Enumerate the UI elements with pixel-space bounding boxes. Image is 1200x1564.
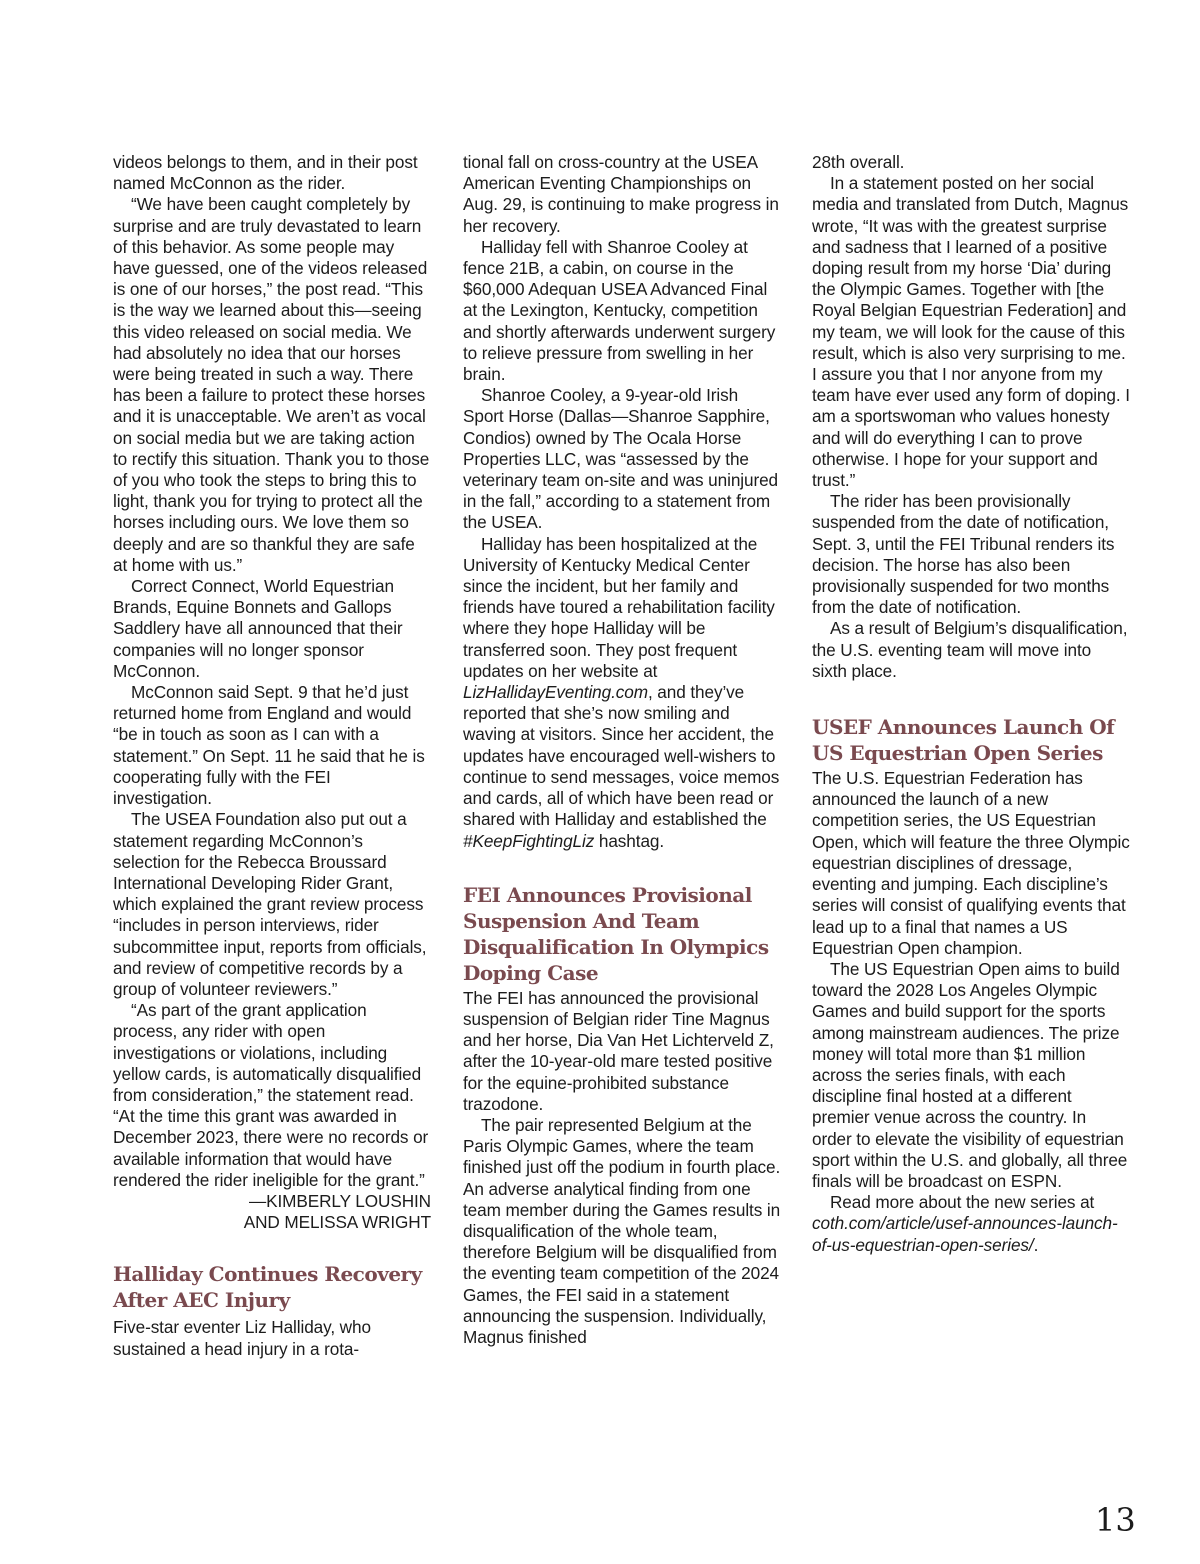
byline [113, 1191, 431, 1233]
text-run: Halliday has been hospitalized at the University of Kentucky Medical Center since the incident, but her family and friends have toured a rehabilitation facility where they hope Halliday will be transferred soon. They post frequent updates on her website at [463, 533, 775, 681]
column-1 [113, 152, 431, 1360]
paragraph: Correct Connect, World Equestrian Brands, Equine Bonnets and Gallops Saddlery have all announced that their companies will no longer sponsor McConnon. [113, 576, 403, 681]
paragraph: The U.S. Equestrian Federation has announced the launch of a new competition series, the US Equestrian Open, which will feature the three Olympic equestrian disciplines of dressage, eventing and jumping. Each discipline’s series will consist of qualifying events that lead up to a final that names a US Equestrian Open champion. [812, 768, 1130, 958]
article-heading-usef: USEF Announces Launch Of US Equestrian Open Series [812, 715, 1115, 766]
paragraph: McConnon said Sept. 9 that he’d just returned home from England and would “be in touch as soon as I can with a statement.” On Sept. 11 he said that he is cooperating fully with the FEI investigation. [113, 682, 425, 809]
text-run: Read more about the new series at [830, 1192, 1095, 1213]
paragraph: In a statement posted on her social media and translated from Dutch, Magnus wrote, “It was with the greatest surprise and sadness that I learned of a positive doping result from my horse ‘Dia’ during the Olympic Games. Together with [the Royal Belgian Equestrian Federation] and my team, we will look for the cause of this result, which is also very surprising to me. I assure you that I nor anyone from my team have ever used any form of doping. I am a sportswoman who values honesty and will do everything I can to prove otherwise. I hope for your support and trust.” [812, 173, 1130, 491]
hashtag: #KeepFightingLiz [463, 830, 595, 851]
paragraph: Halliday fell with Shanroe Cooley at fence 21B, a cabin, on course in the $60,000 Adequan USEA Advanced Final at the Lexington, Kentucky, competition and shortly afterwards underwent surgery to relieve pressure from swelling in her brain. [463, 236, 776, 385]
page-number: 13 [1095, 1501, 1136, 1539]
text-run: , and they’ve reported that she’s now smiling and waving at visitors. Since her accident, the updates have encouraged well-wishers to continue to send messages, voice memos and cards, all of which have been read or shared with Halliday and established the [463, 682, 780, 830]
paragraph: 28th overall. [812, 152, 905, 172]
website-link[interactable]: LizHallidayEventing.com [463, 682, 648, 703]
byline-line-1: —KIMBERLY LOUSHIN [249, 1190, 431, 1211]
paragraph: Shanroe Cooley, a 9-year-old Irish Sport Horse (Dallas—Shanroe Sapphire, Condios) owned by The Ocala Horse Properties LLC, was “assessed by the veterinary team on-site and was uninjured in the fall,” according to a statement from the USEA. [463, 385, 778, 533]
article-link[interactable]: coth.com/article/usef-announces-launch-of-us-equestrian-open-series/ [812, 1213, 1118, 1255]
paragraph: The USEA Foundation also put out a statement regarding McConnon’s selection for the Rebecca Broussard International Developing Rider Grant, which explained the grant review process “includes in person interviews, rider subcommittee input, reports from officials, and review of competitive records by a group of volunteer reviewers.” [113, 809, 427, 999]
paragraph: As a result of Belgium’s disqualification, the U.S. eventing team will move into sixth place. [812, 618, 1128, 681]
byline-line-2: AND MELISSA WRIGHT [243, 1212, 431, 1233]
paragraph [812, 1192, 1130, 1256]
text-run: hashtag. [594, 830, 665, 851]
paragraph: The pair represented Belgium at the Paris Olympic Games, where the team finished just off the podium in fourth place. An adverse analytical finding from one team member during the Games results in disqualification of the whole team, therefore Belgium will be disqualified from the eventing team competition of the 2024 Games, the FEI said in a statement announcing the suspension. Individually, Magnus finished [463, 1114, 781, 1347]
text-run: . [1033, 1234, 1039, 1255]
paragraph: tional fall on cross-country at the USEA American Eventing Championships on Aug. 29, is continuing to make progress in her recovery. [463, 152, 779, 236]
paragraph: “We have been caught completely by surprise and are truly devastated to learn of this behavior. As some people may have guessed, one of the videos released is one of our horses,” the post read. “This is the way we learned about this—seeing this video released on social media. We had absolutely no idea that our horses were being treated in such a way. There has been a failure to protect these horses and it is unacceptable. We aren’t as vocal on social media but we are taking action to rectify this situation. Thank you to those of you who took the steps to bring this to light, thank you for trying to protect all the horses including ours. We love them so deeply and are so thankful they are safe at home with us.” [113, 194, 430, 575]
column-3 [812, 152, 1130, 1256]
article-heading-fei: FEI Announces Provisional Suspension And Team Disqualification In Olympics Doping Case [463, 882, 769, 985]
paragraph: videos belongs to them, and in their post named McConnon as the rider. [113, 152, 418, 194]
paragraph: “As part of the grant application process, any rider with open investigations or violations, including yellow cards, is automatically disqualified from consideration,” the statement read. “At the time this grant was awarded in December 2023, there were no records or available information that would have rendered the rider ineligible for the grant.” [113, 1000, 429, 1190]
paragraph: The FEI has announced the provisional suspension of Belgian rider Tine Magnus and her horse, Dia Van Het Lichterveld Z, after the 10-year-old mare tested positive for the equine-prohibited substance trazodone. [463, 987, 774, 1114]
paragraph: Five-star eventer Liz Halliday, who sustained a head injury in a rota- [113, 1317, 371, 1359]
paragraph: The US Equestrian Open aims to build toward the 2028 Los Angeles Olympic Games and build support for the sports among mainstream audiences. The prize money will total more than $1 million across the series finals, with each discipline final hosted at a different premier venue across the country. In order to elevate the visibility of equestrian sport within the U.S. and globally, all three finals will be broadcast on ESPN. [812, 958, 1128, 1191]
article-heading-halliday: Halliday Continues Recovery After AEC Injury [113, 1262, 422, 1313]
paragraph: The rider has been provisionally suspended from the date of notification, Sept. 3, until the FEI Tribunal renders its decision. The horse has also been provisionally suspended for two months from the date of notification. [812, 491, 1115, 618]
paragraph [463, 534, 781, 852]
column-2 [463, 152, 781, 1348]
